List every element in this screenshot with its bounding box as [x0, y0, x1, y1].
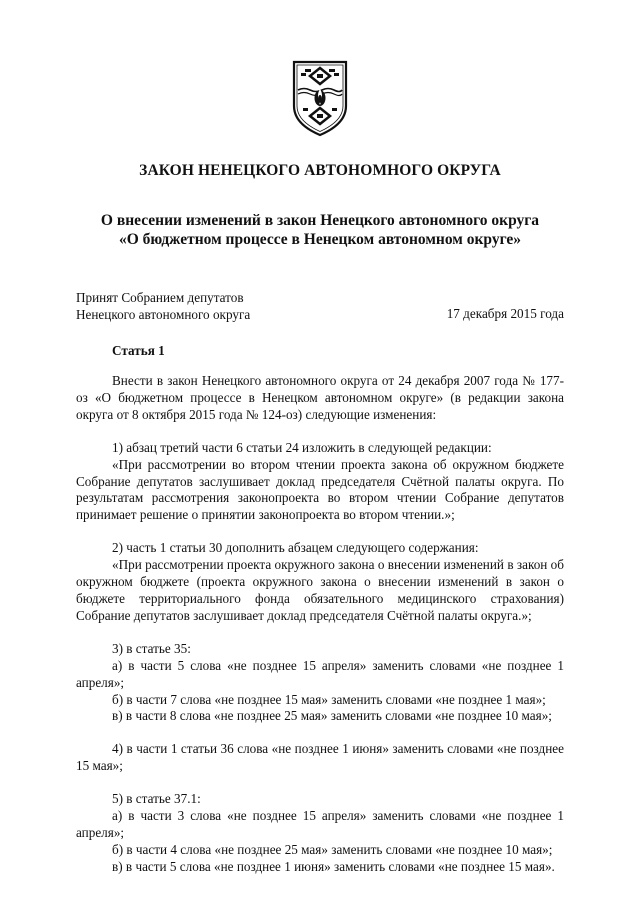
article-paragraph: а) в части 5 слова «не позднее 15 апреля» заменить словами «не позднее 1 апреля»; — [76, 657, 564, 690]
law-title: ЗАКОН НЕНЕЦКОГО АВТОНОМНОГО ОКРУГА — [139, 162, 501, 179]
article-paragraph: 1) абзац третий части 6 статьи 24 изложить в следующей редакции: — [112, 439, 492, 455]
adoption-date: 17 декабря 2015 года — [446, 306, 564, 321]
article-paragraph: в) в части 5 слова «не позднее 1 июня» заменить словами «не позднее 15 мая». — [112, 858, 555, 874]
article-paragraph: а) в части 3 слова «не позднее 15 апреля» заменить словами «не позднее 1 апреля»; — [76, 808, 564, 840]
law-subject-line-1: О внесении изменений в закон Ненецкого автономного округа — [100, 212, 540, 229]
article-paragraph: б) в части 7 слова «не позднее 15 мая» заменить словами «не позднее 1 мая»; — [112, 691, 546, 707]
article-paragraph: 3) в статье 35: — [112, 640, 191, 656]
article-paragraph: в) в части 8 слова «не позднее 25 мая» заменить словами «не позднее 10 мая»; — [112, 708, 552, 724]
adoption-line-2: Ненецкого автономного округа — [76, 307, 251, 322]
coat-of-arms-icon — [290, 58, 350, 138]
article-paragraph: б) в части 4 слова «не позднее 25 мая» заменить словами «не позднее 10 мая»; — [112, 841, 553, 857]
adoption-statement — [76, 289, 250, 323]
article-paragraph: «При рассмотрении во втором чтении проекта закона об окружном бюджете Собрание депутатов заслушивает доклад председателя Счётной палаты округа. По результатам рассмотрения законопроекта во втором чтении Собрание депутатов принимает решение о принятии законопроекта во втором чтении.»; — [76, 456, 564, 523]
law-subject — [0, 211, 640, 249]
adoption-line-1: Принят Собранием депутатов — [76, 290, 244, 305]
article-paragraph: 5) в статье 37.1: — [112, 791, 201, 807]
article-paragraph: 4) в части 1 статьи 36 слова «не позднее 1 июня» заменить словами «не позднее 15 мая»; — [76, 741, 564, 774]
article-paragraph: «При рассмотрении проекта окружного закона о внесении изменений в закон об окружном бюджете (проекта окружного закона о внесении изменений в закон о бюджете территориального фонда обязательного медицинского страхования) Собрание депутатов заслушивает доклад председателя Счётной палаты округа.»; — [76, 557, 564, 623]
article-heading: Статья 1 — [112, 343, 165, 358]
article-paragraph: 2) часть 1 статьи 30 дополнить абзацем следующего содержания: — [112, 540, 479, 556]
article-paragraph: Внести в закон Ненецкого автономного округа от 24 декабря 2007 года № 177-оз «О бюджетном процессе в Ненецком автономном округе» (в редакции закона округа от 8 октября 2015 года № 124-оз) следующие изменения: — [76, 373, 564, 422]
law-subject-line-2: «О бюджетном процессе в Ненецком автономном округе» — [118, 231, 522, 248]
article-body — [76, 373, 564, 876]
